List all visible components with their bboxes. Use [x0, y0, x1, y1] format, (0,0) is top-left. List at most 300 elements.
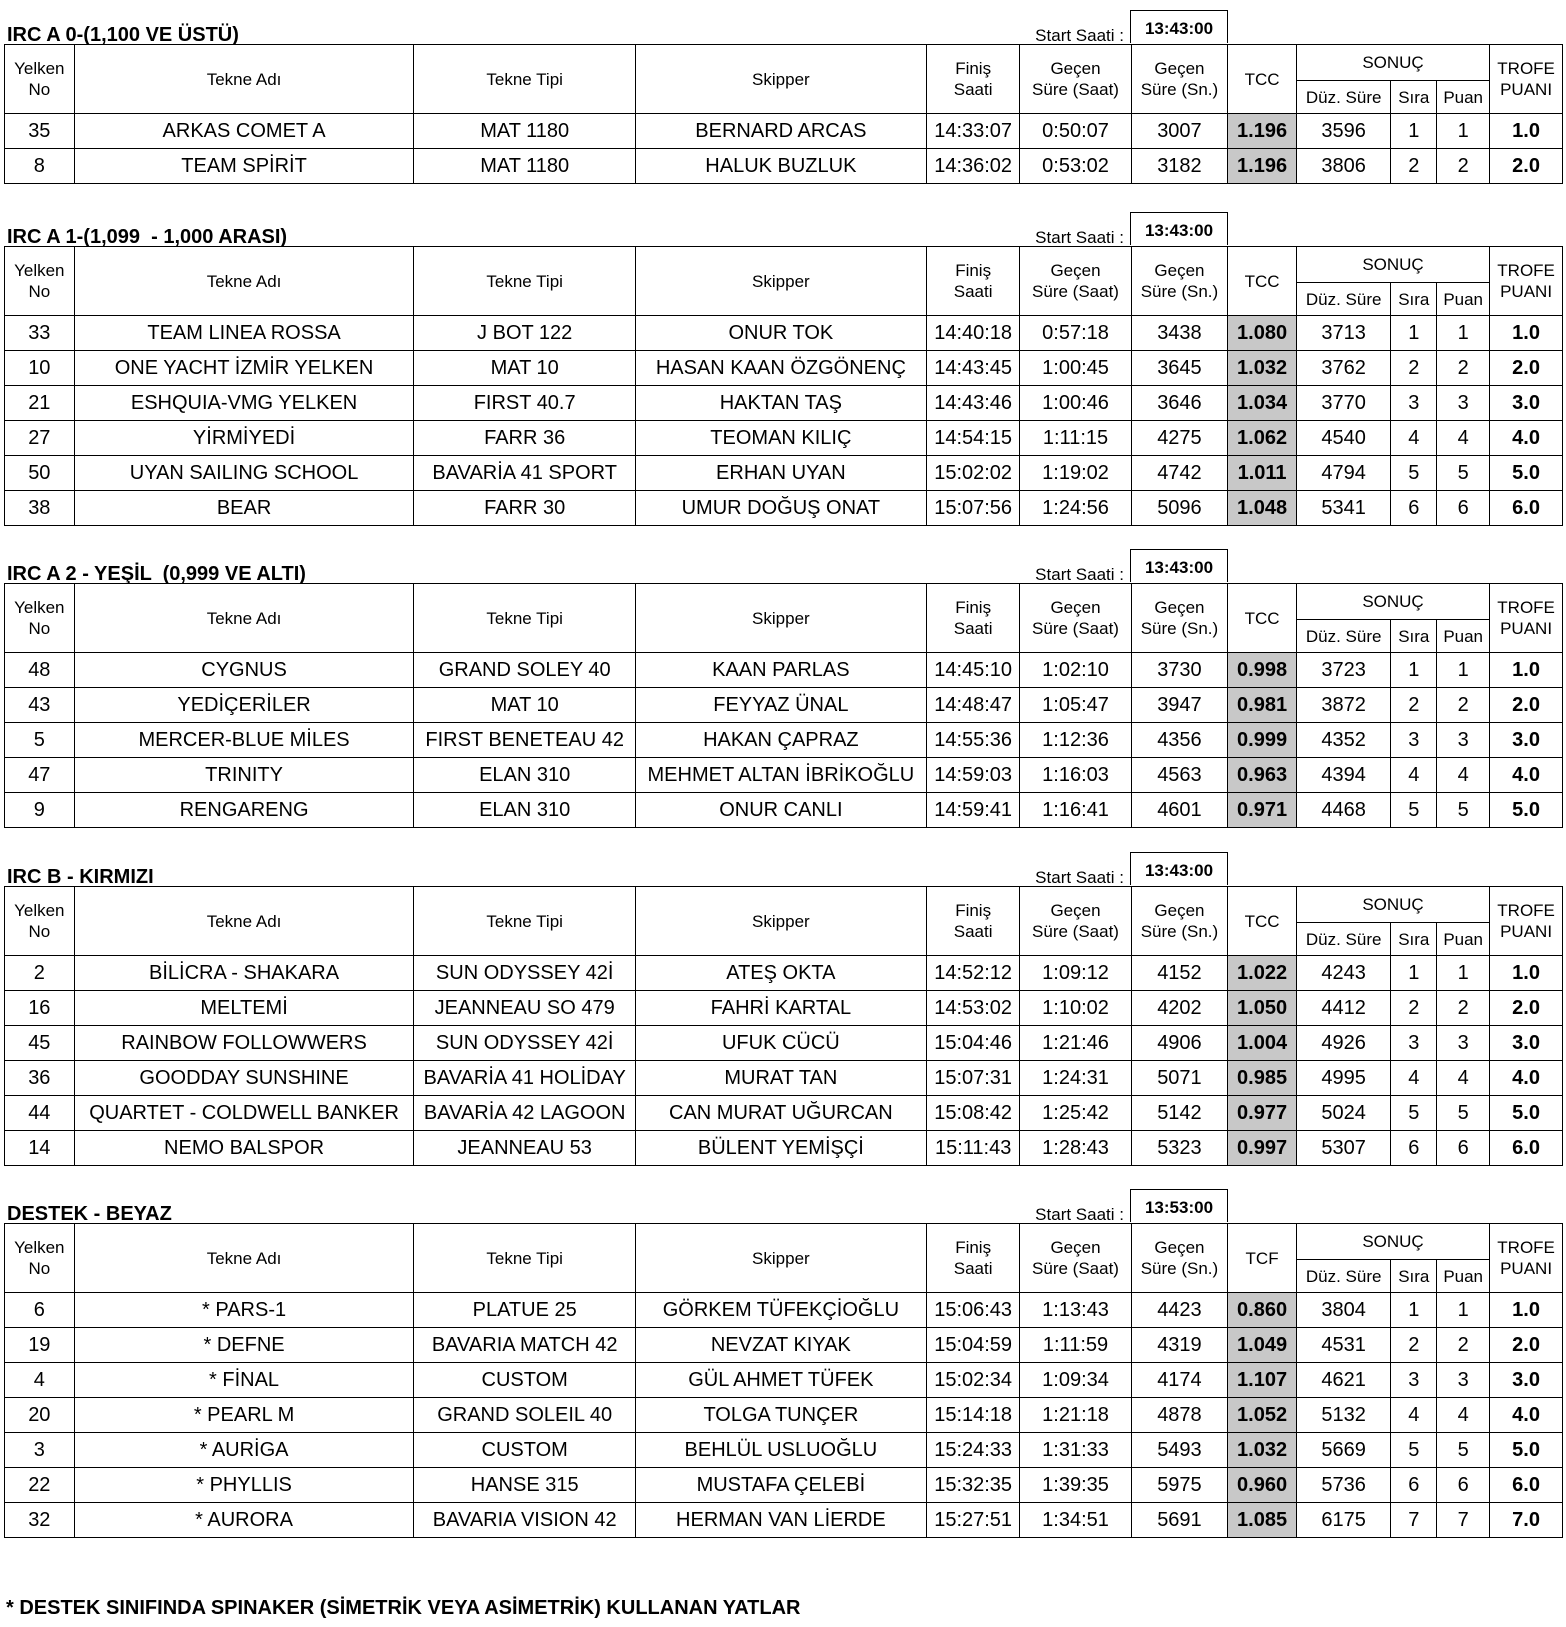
rating-cell: 0.999	[1228, 723, 1297, 758]
rating-cell: 1.107	[1228, 1363, 1297, 1398]
table-header-row	[5, 45, 1563, 81]
elapsed-time-cell: 1:24:56	[1020, 491, 1131, 526]
rank-cell: 3	[1391, 1363, 1437, 1398]
start-time-label: Start Saati :	[1035, 1205, 1124, 1224]
header-result-group: SONUÇ	[1296, 584, 1489, 620]
skipper-cell: BEHLÜL USLUOĞLU	[635, 1433, 926, 1468]
rating-cell: 0.971	[1228, 793, 1297, 828]
finish-time-cell: 15:07:31	[926, 1061, 1020, 1096]
table-row	[5, 149, 1563, 184]
table-row	[5, 1026, 1563, 1061]
sail-number-cell: 19	[5, 1328, 75, 1363]
header-points: Puan	[1437, 283, 1490, 316]
sail-number-cell: 14	[5, 1131, 75, 1166]
finish-time-cell: 15:08:42	[926, 1096, 1020, 1131]
elapsed-seconds-cell: 4152	[1131, 956, 1228, 991]
skipper-cell: GÜL AHMET TÜFEK	[635, 1363, 926, 1398]
elapsed-time-cell: 1:00:45	[1020, 351, 1131, 386]
boat-type-cell: CUSTOM	[414, 1433, 635, 1468]
header-result-group: SONUÇ	[1296, 887, 1489, 923]
elapsed-time-cell: 1:11:15	[1020, 421, 1131, 456]
header-boat-type: Tekne Tipi	[414, 1224, 635, 1293]
class-title: IRC A 0-(1,100 VE ÜSTÜ)	[7, 24, 239, 46]
boat-name-cell: BİLİCRA - SHAKARA	[74, 956, 414, 991]
header-sail-number: Yelken No	[5, 584, 75, 653]
corrected-time-cell: 3806	[1296, 149, 1391, 184]
header-elapsed-seconds: Geçen Süre (Sn.)	[1131, 887, 1228, 956]
boat-name-cell: YİRMİYEDİ	[74, 421, 414, 456]
elapsed-time-cell: 0:53:02	[1020, 149, 1131, 184]
header-rating: TCC	[1228, 247, 1297, 316]
results-table	[4, 246, 1563, 526]
skipper-cell: TOLGA TUNÇER	[635, 1398, 926, 1433]
results-table	[4, 1223, 1563, 1538]
class-title: IRC A 1-(1,099 - 1,000 ARASI)	[7, 226, 288, 248]
sail-number-cell: 27	[5, 421, 75, 456]
boat-name-cell: * FİNAL	[74, 1363, 414, 1398]
corrected-time-cell: 5024	[1296, 1096, 1391, 1131]
skipper-cell: GÖRKEM TÜFEKÇİOĞLU	[635, 1293, 926, 1328]
elapsed-time-cell: 0:57:18	[1020, 316, 1131, 351]
skipper-cell: ATEŞ OKTA	[635, 956, 926, 991]
points-cell: 6	[1437, 1468, 1490, 1503]
start-time-value: 13:43:00	[1130, 852, 1228, 885]
boat-type-cell: J BOT 122	[414, 316, 635, 351]
trophy-points-cell: 1.0	[1490, 653, 1563, 688]
skipper-cell: HAKAN ÇAPRAZ	[635, 723, 926, 758]
table-header-row	[5, 1224, 1563, 1260]
trophy-points-cell: 4.0	[1490, 1061, 1563, 1096]
corrected-time-cell: 5669	[1296, 1433, 1391, 1468]
trophy-points-cell: 6.0	[1490, 1131, 1563, 1166]
corrected-time-cell: 4243	[1296, 956, 1391, 991]
boat-name-cell: RENGARENG	[74, 793, 414, 828]
header-finish-time: Finiş Saati	[926, 45, 1020, 114]
start-time-value: 13:53:00	[1130, 1189, 1228, 1222]
elapsed-seconds-cell: 5323	[1131, 1131, 1228, 1166]
table-row	[5, 1433, 1563, 1468]
rank-cell: 6	[1391, 491, 1437, 526]
table-row	[5, 1363, 1563, 1398]
points-cell: 1	[1437, 1293, 1490, 1328]
elapsed-time-cell: 1:13:43	[1020, 1293, 1131, 1328]
boat-name-cell: NEMO BALSPOR	[74, 1131, 414, 1166]
start-time-value: 13:43:00	[1130, 10, 1228, 43]
boat-name-cell: QUARTET - COLDWELL BANKER	[74, 1096, 414, 1131]
finish-time-cell: 15:27:51	[926, 1503, 1020, 1538]
boat-name-cell: * PHYLLIS	[74, 1468, 414, 1503]
sail-number-cell: 48	[5, 653, 75, 688]
elapsed-time-cell: 1:19:02	[1020, 456, 1131, 491]
points-cell: 3	[1437, 386, 1490, 421]
points-cell: 2	[1437, 149, 1490, 184]
elapsed-time-cell: 1:28:43	[1020, 1131, 1131, 1166]
trophy-points-cell: 6.0	[1490, 491, 1563, 526]
boat-type-cell: SUN ODYSSEY 42İ	[414, 956, 635, 991]
elapsed-time-cell: 1:09:12	[1020, 956, 1131, 991]
sail-number-cell: 43	[5, 688, 75, 723]
table-row	[5, 114, 1563, 149]
rank-cell: 2	[1391, 351, 1437, 386]
boat-name-cell: * AURİGA	[74, 1433, 414, 1468]
sail-number-cell: 6	[5, 1293, 75, 1328]
table-row	[5, 1096, 1563, 1131]
rank-cell: 1	[1391, 114, 1437, 149]
trophy-points-cell: 1.0	[1490, 956, 1563, 991]
elapsed-seconds-cell: 4174	[1131, 1363, 1228, 1398]
header-finish-time: Finiş Saati	[926, 1224, 1020, 1293]
rank-cell: 5	[1391, 1096, 1437, 1131]
rating-cell: 1.034	[1228, 386, 1297, 421]
trophy-points-cell: 6.0	[1490, 1468, 1563, 1503]
elapsed-seconds-cell: 3646	[1131, 386, 1228, 421]
header-boat-name: Tekne Adı	[74, 584, 414, 653]
skipper-cell: ERHAN UYAN	[635, 456, 926, 491]
sail-number-cell: 22	[5, 1468, 75, 1503]
elapsed-seconds-cell: 5975	[1131, 1468, 1228, 1503]
finish-time-cell: 15:04:59	[926, 1328, 1020, 1363]
sail-number-cell: 10	[5, 351, 75, 386]
header-trophy-points: TROFE PUANI	[1490, 887, 1563, 956]
elapsed-seconds-cell: 4601	[1131, 793, 1228, 828]
table-row	[5, 491, 1563, 526]
skipper-cell: UMUR DOĞUŞ ONAT	[635, 491, 926, 526]
elapsed-seconds-cell: 5071	[1131, 1061, 1228, 1096]
boat-name-cell: ARKAS COMET A	[74, 114, 414, 149]
corrected-time-cell: 4394	[1296, 758, 1391, 793]
rating-cell: 1.196	[1228, 149, 1297, 184]
rank-cell: 1	[1391, 316, 1437, 351]
header-points: Puan	[1437, 923, 1490, 956]
elapsed-time-cell: 1:39:35	[1020, 1468, 1131, 1503]
sail-number-cell: 5	[5, 723, 75, 758]
table-row	[5, 1293, 1563, 1328]
skipper-cell: NEVZAT KIYAK	[635, 1328, 926, 1363]
boat-type-cell: PLATUE 25	[414, 1293, 635, 1328]
corrected-time-cell: 4995	[1296, 1061, 1391, 1096]
trophy-points-cell: 5.0	[1490, 1096, 1563, 1131]
header-boat-type: Tekne Tipi	[414, 45, 635, 114]
header-elapsed-time: Geçen Süre (Saat)	[1020, 247, 1131, 316]
table-row	[5, 316, 1563, 351]
boat-name-cell: * PARS-1	[74, 1293, 414, 1328]
header-trophy-points: TROFE PUANI	[1490, 1224, 1563, 1293]
elapsed-time-cell: 1:02:10	[1020, 653, 1131, 688]
skipper-cell: HAKTAN TAŞ	[635, 386, 926, 421]
header-elapsed-seconds: Geçen Süre (Sn.)	[1131, 247, 1228, 316]
table-header-row	[5, 247, 1563, 283]
rank-cell: 4	[1391, 758, 1437, 793]
sail-number-cell: 8	[5, 149, 75, 184]
points-cell: 7	[1437, 1503, 1490, 1538]
points-cell: 6	[1437, 1131, 1490, 1166]
sail-number-cell: 35	[5, 114, 75, 149]
finish-time-cell: 14:52:12	[926, 956, 1020, 991]
header-elapsed-time: Geçen Süre (Saat)	[1020, 45, 1131, 114]
skipper-cell: MEHMET ALTAN İBRİKOĞLU	[635, 758, 926, 793]
header-skipper: Skipper	[635, 247, 926, 316]
header-boat-type: Tekne Tipi	[414, 887, 635, 956]
finish-time-cell: 15:24:33	[926, 1433, 1020, 1468]
rank-cell: 1	[1391, 653, 1437, 688]
header-boat-type: Tekne Tipi	[414, 584, 635, 653]
boat-name-cell: MELTEMİ	[74, 991, 414, 1026]
points-cell: 5	[1437, 456, 1490, 491]
sail-number-cell: 45	[5, 1026, 75, 1061]
sail-number-cell: 38	[5, 491, 75, 526]
finish-time-cell: 14:55:36	[926, 723, 1020, 758]
finish-time-cell: 14:43:45	[926, 351, 1020, 386]
elapsed-seconds-cell: 4906	[1131, 1026, 1228, 1061]
boat-name-cell: CYGNUS	[74, 653, 414, 688]
points-cell: 1	[1437, 316, 1490, 351]
table-row	[5, 653, 1563, 688]
elapsed-time-cell: 1:00:46	[1020, 386, 1131, 421]
elapsed-seconds-cell: 5142	[1131, 1096, 1228, 1131]
rating-cell: 1.085	[1228, 1503, 1297, 1538]
rating-cell: 1.011	[1228, 456, 1297, 491]
header-corrected-time: Düz. Süre	[1296, 923, 1391, 956]
elapsed-time-cell: 1:11:59	[1020, 1328, 1131, 1363]
points-cell: 2	[1437, 351, 1490, 386]
elapsed-time-cell: 0:50:07	[1020, 114, 1131, 149]
header-sail-number: Yelken No	[5, 887, 75, 956]
trophy-points-cell: 3.0	[1490, 386, 1563, 421]
header-rating: TCC	[1228, 584, 1297, 653]
boat-name-cell: YEDİÇERİLER	[74, 688, 414, 723]
corrected-time-cell: 4926	[1296, 1026, 1391, 1061]
boat-name-cell: ESHQUIA-VMG YELKEN	[74, 386, 414, 421]
corrected-time-cell: 3804	[1296, 1293, 1391, 1328]
skipper-cell: HALUK BUZLUK	[635, 149, 926, 184]
table-row	[5, 723, 1563, 758]
rank-cell: 4	[1391, 1061, 1437, 1096]
header-rank: Sıra	[1391, 81, 1437, 114]
points-cell: 1	[1437, 956, 1490, 991]
table-row	[5, 991, 1563, 1026]
header-corrected-time: Düz. Süre	[1296, 620, 1391, 653]
boat-name-cell: TEAM SPİRİT	[74, 149, 414, 184]
boat-name-cell: * DEFNE	[74, 1328, 414, 1363]
boat-type-cell: BAVARIA VISION 42	[414, 1503, 635, 1538]
rating-cell: 0.985	[1228, 1061, 1297, 1096]
finish-time-cell: 15:11:43	[926, 1131, 1020, 1166]
rating-cell: 1.062	[1228, 421, 1297, 456]
elapsed-seconds-cell: 3182	[1131, 149, 1228, 184]
finish-time-cell: 15:02:34	[926, 1363, 1020, 1398]
rank-cell: 4	[1391, 1398, 1437, 1433]
sail-number-cell: 20	[5, 1398, 75, 1433]
boat-name-cell: UYAN SAILING SCHOOL	[74, 456, 414, 491]
header-elapsed-seconds: Geçen Süre (Sn.)	[1131, 45, 1228, 114]
results-table	[4, 44, 1563, 184]
header-elapsed-time: Geçen Süre (Saat)	[1020, 887, 1131, 956]
boat-name-cell: TRINITY	[74, 758, 414, 793]
elapsed-time-cell: 1:16:41	[1020, 793, 1131, 828]
rating-cell: 1.080	[1228, 316, 1297, 351]
trophy-points-cell: 7.0	[1490, 1503, 1563, 1538]
points-cell: 4	[1437, 758, 1490, 793]
rank-cell: 3	[1391, 386, 1437, 421]
rating-cell: 0.998	[1228, 653, 1297, 688]
elapsed-seconds-cell: 4878	[1131, 1398, 1228, 1433]
header-trophy-points: TROFE PUANI	[1490, 45, 1563, 114]
trophy-points-cell: 5.0	[1490, 793, 1563, 828]
finish-time-cell: 14:40:18	[926, 316, 1020, 351]
header-elapsed-time: Geçen Süre (Saat)	[1020, 584, 1131, 653]
table-row	[5, 386, 1563, 421]
corrected-time-cell: 3872	[1296, 688, 1391, 723]
rank-cell: 1	[1391, 1293, 1437, 1328]
header-skipper: Skipper	[635, 887, 926, 956]
points-cell: 4	[1437, 1398, 1490, 1433]
boat-type-cell: BAVARİA 41 HOLİDAY	[414, 1061, 635, 1096]
rank-cell: 6	[1391, 1131, 1437, 1166]
trophy-points-cell: 2.0	[1490, 1328, 1563, 1363]
boat-type-cell: BAVARİA 41 SPORT	[414, 456, 635, 491]
elapsed-time-cell: 1:12:36	[1020, 723, 1131, 758]
sail-number-cell: 33	[5, 316, 75, 351]
skipper-cell: HASAN KAAN ÖZGÖNENÇ	[635, 351, 926, 386]
skipper-cell: FAHRİ KARTAL	[635, 991, 926, 1026]
table-row	[5, 421, 1563, 456]
elapsed-time-cell: 1:21:46	[1020, 1026, 1131, 1061]
sail-number-cell: 36	[5, 1061, 75, 1096]
rank-cell: 7	[1391, 1503, 1437, 1538]
boat-type-cell: ELAN 310	[414, 793, 635, 828]
sail-number-cell: 2	[5, 956, 75, 991]
header-points: Puan	[1437, 620, 1490, 653]
corrected-time-cell: 5736	[1296, 1468, 1391, 1503]
elapsed-seconds-cell: 5691	[1131, 1503, 1228, 1538]
rating-cell: 1.049	[1228, 1328, 1297, 1363]
points-cell: 4	[1437, 1061, 1490, 1096]
skipper-cell: BERNARD ARCAS	[635, 114, 926, 149]
table-row	[5, 456, 1563, 491]
elapsed-time-cell: 1:34:51	[1020, 1503, 1131, 1538]
header-trophy-points: TROFE PUANI	[1490, 584, 1563, 653]
finish-time-cell: 15:32:35	[926, 1468, 1020, 1503]
finish-time-cell: 14:36:02	[926, 149, 1020, 184]
elapsed-time-cell: 1:05:47	[1020, 688, 1131, 723]
elapsed-seconds-cell: 5493	[1131, 1433, 1228, 1468]
finish-time-cell: 15:04:46	[926, 1026, 1020, 1061]
finish-time-cell: 14:54:15	[926, 421, 1020, 456]
skipper-cell: UFUK CÜCÜ	[635, 1026, 926, 1061]
points-cell: 1	[1437, 653, 1490, 688]
corrected-time-cell: 6175	[1296, 1503, 1391, 1538]
boat-name-cell: RAINBOW FOLLOWWERS	[74, 1026, 414, 1061]
points-cell: 3	[1437, 723, 1490, 758]
boat-type-cell: BAVARİA 42 LAGOON	[414, 1096, 635, 1131]
header-finish-time: Finiş Saati	[926, 887, 1020, 956]
header-sail-number: Yelken No	[5, 247, 75, 316]
points-cell: 2	[1437, 688, 1490, 723]
sail-number-cell: 44	[5, 1096, 75, 1131]
elapsed-seconds-cell: 3438	[1131, 316, 1228, 351]
trophy-points-cell: 2.0	[1490, 991, 1563, 1026]
header-rank: Sıra	[1391, 620, 1437, 653]
rank-cell: 3	[1391, 723, 1437, 758]
skipper-cell: MURAT TAN	[635, 1061, 926, 1096]
header-boat-name: Tekne Adı	[74, 887, 414, 956]
table-header-row	[5, 584, 1563, 620]
header-finish-time: Finiş Saati	[926, 584, 1020, 653]
skipper-cell: CAN MURAT UĞURCAN	[635, 1096, 926, 1131]
points-cell: 2	[1437, 991, 1490, 1026]
points-cell: 6	[1437, 491, 1490, 526]
rating-cell: 1.052	[1228, 1398, 1297, 1433]
header-elapsed-time: Geçen Süre (Saat)	[1020, 1224, 1131, 1293]
elapsed-seconds-cell: 4563	[1131, 758, 1228, 793]
elapsed-seconds-cell: 3007	[1131, 114, 1228, 149]
rating-cell: 0.981	[1228, 688, 1297, 723]
header-points: Puan	[1437, 81, 1490, 114]
header-rank: Sıra	[1391, 1260, 1437, 1293]
elapsed-seconds-cell: 4356	[1131, 723, 1228, 758]
rank-cell: 3	[1391, 1026, 1437, 1061]
sail-number-cell: 50	[5, 456, 75, 491]
elapsed-time-cell: 1:31:33	[1020, 1433, 1131, 1468]
elapsed-seconds-cell: 3730	[1131, 653, 1228, 688]
corrected-time-cell: 3770	[1296, 386, 1391, 421]
elapsed-seconds-cell: 4319	[1131, 1328, 1228, 1363]
elapsed-seconds-cell: 4275	[1131, 421, 1228, 456]
rank-cell: 2	[1391, 991, 1437, 1026]
elapsed-time-cell: 1:24:31	[1020, 1061, 1131, 1096]
rank-cell: 1	[1391, 956, 1437, 991]
finish-time-cell: 14:33:07	[926, 114, 1020, 149]
header-boat-name: Tekne Adı	[74, 247, 414, 316]
header-rank: Sıra	[1391, 923, 1437, 956]
class-title: IRC B - KIRMIZI	[7, 866, 154, 888]
header-sail-number: Yelken No	[5, 1224, 75, 1293]
corrected-time-cell: 4352	[1296, 723, 1391, 758]
header-points: Puan	[1437, 1260, 1490, 1293]
trophy-points-cell: 1.0	[1490, 1293, 1563, 1328]
rank-cell: 6	[1391, 1468, 1437, 1503]
trophy-points-cell: 3.0	[1490, 723, 1563, 758]
header-elapsed-seconds: Geçen Süre (Sn.)	[1131, 584, 1228, 653]
elapsed-time-cell: 1:16:03	[1020, 758, 1131, 793]
elapsed-seconds-cell: 4423	[1131, 1293, 1228, 1328]
rank-cell: 5	[1391, 456, 1437, 491]
corrected-time-cell: 4412	[1296, 991, 1391, 1026]
rank-cell: 5	[1391, 793, 1437, 828]
rating-cell: 0.963	[1228, 758, 1297, 793]
header-trophy-points: TROFE PUANI	[1490, 247, 1563, 316]
rank-cell: 4	[1391, 421, 1437, 456]
trophy-points-cell: 4.0	[1490, 421, 1563, 456]
header-corrected-time: Düz. Süre	[1296, 1260, 1391, 1293]
header-rating: TCC	[1228, 887, 1297, 956]
corrected-time-cell: 3762	[1296, 351, 1391, 386]
boat-name-cell: TEAM LINEA ROSSA	[74, 316, 414, 351]
trophy-points-cell: 3.0	[1490, 1363, 1563, 1398]
points-cell: 5	[1437, 793, 1490, 828]
sail-number-cell: 21	[5, 386, 75, 421]
table-row	[5, 1061, 1563, 1096]
points-cell: 5	[1437, 1433, 1490, 1468]
table-row	[5, 793, 1563, 828]
class-title: IRC A 2 - YEŞİL (0,999 VE ALTI)	[7, 563, 306, 585]
corrected-time-cell: 4540	[1296, 421, 1391, 456]
finish-time-cell: 15:02:02	[926, 456, 1020, 491]
finish-time-cell: 14:43:46	[926, 386, 1020, 421]
start-time-value: 13:43:00	[1130, 549, 1228, 582]
elapsed-seconds-cell: 3645	[1131, 351, 1228, 386]
points-cell: 4	[1437, 421, 1490, 456]
